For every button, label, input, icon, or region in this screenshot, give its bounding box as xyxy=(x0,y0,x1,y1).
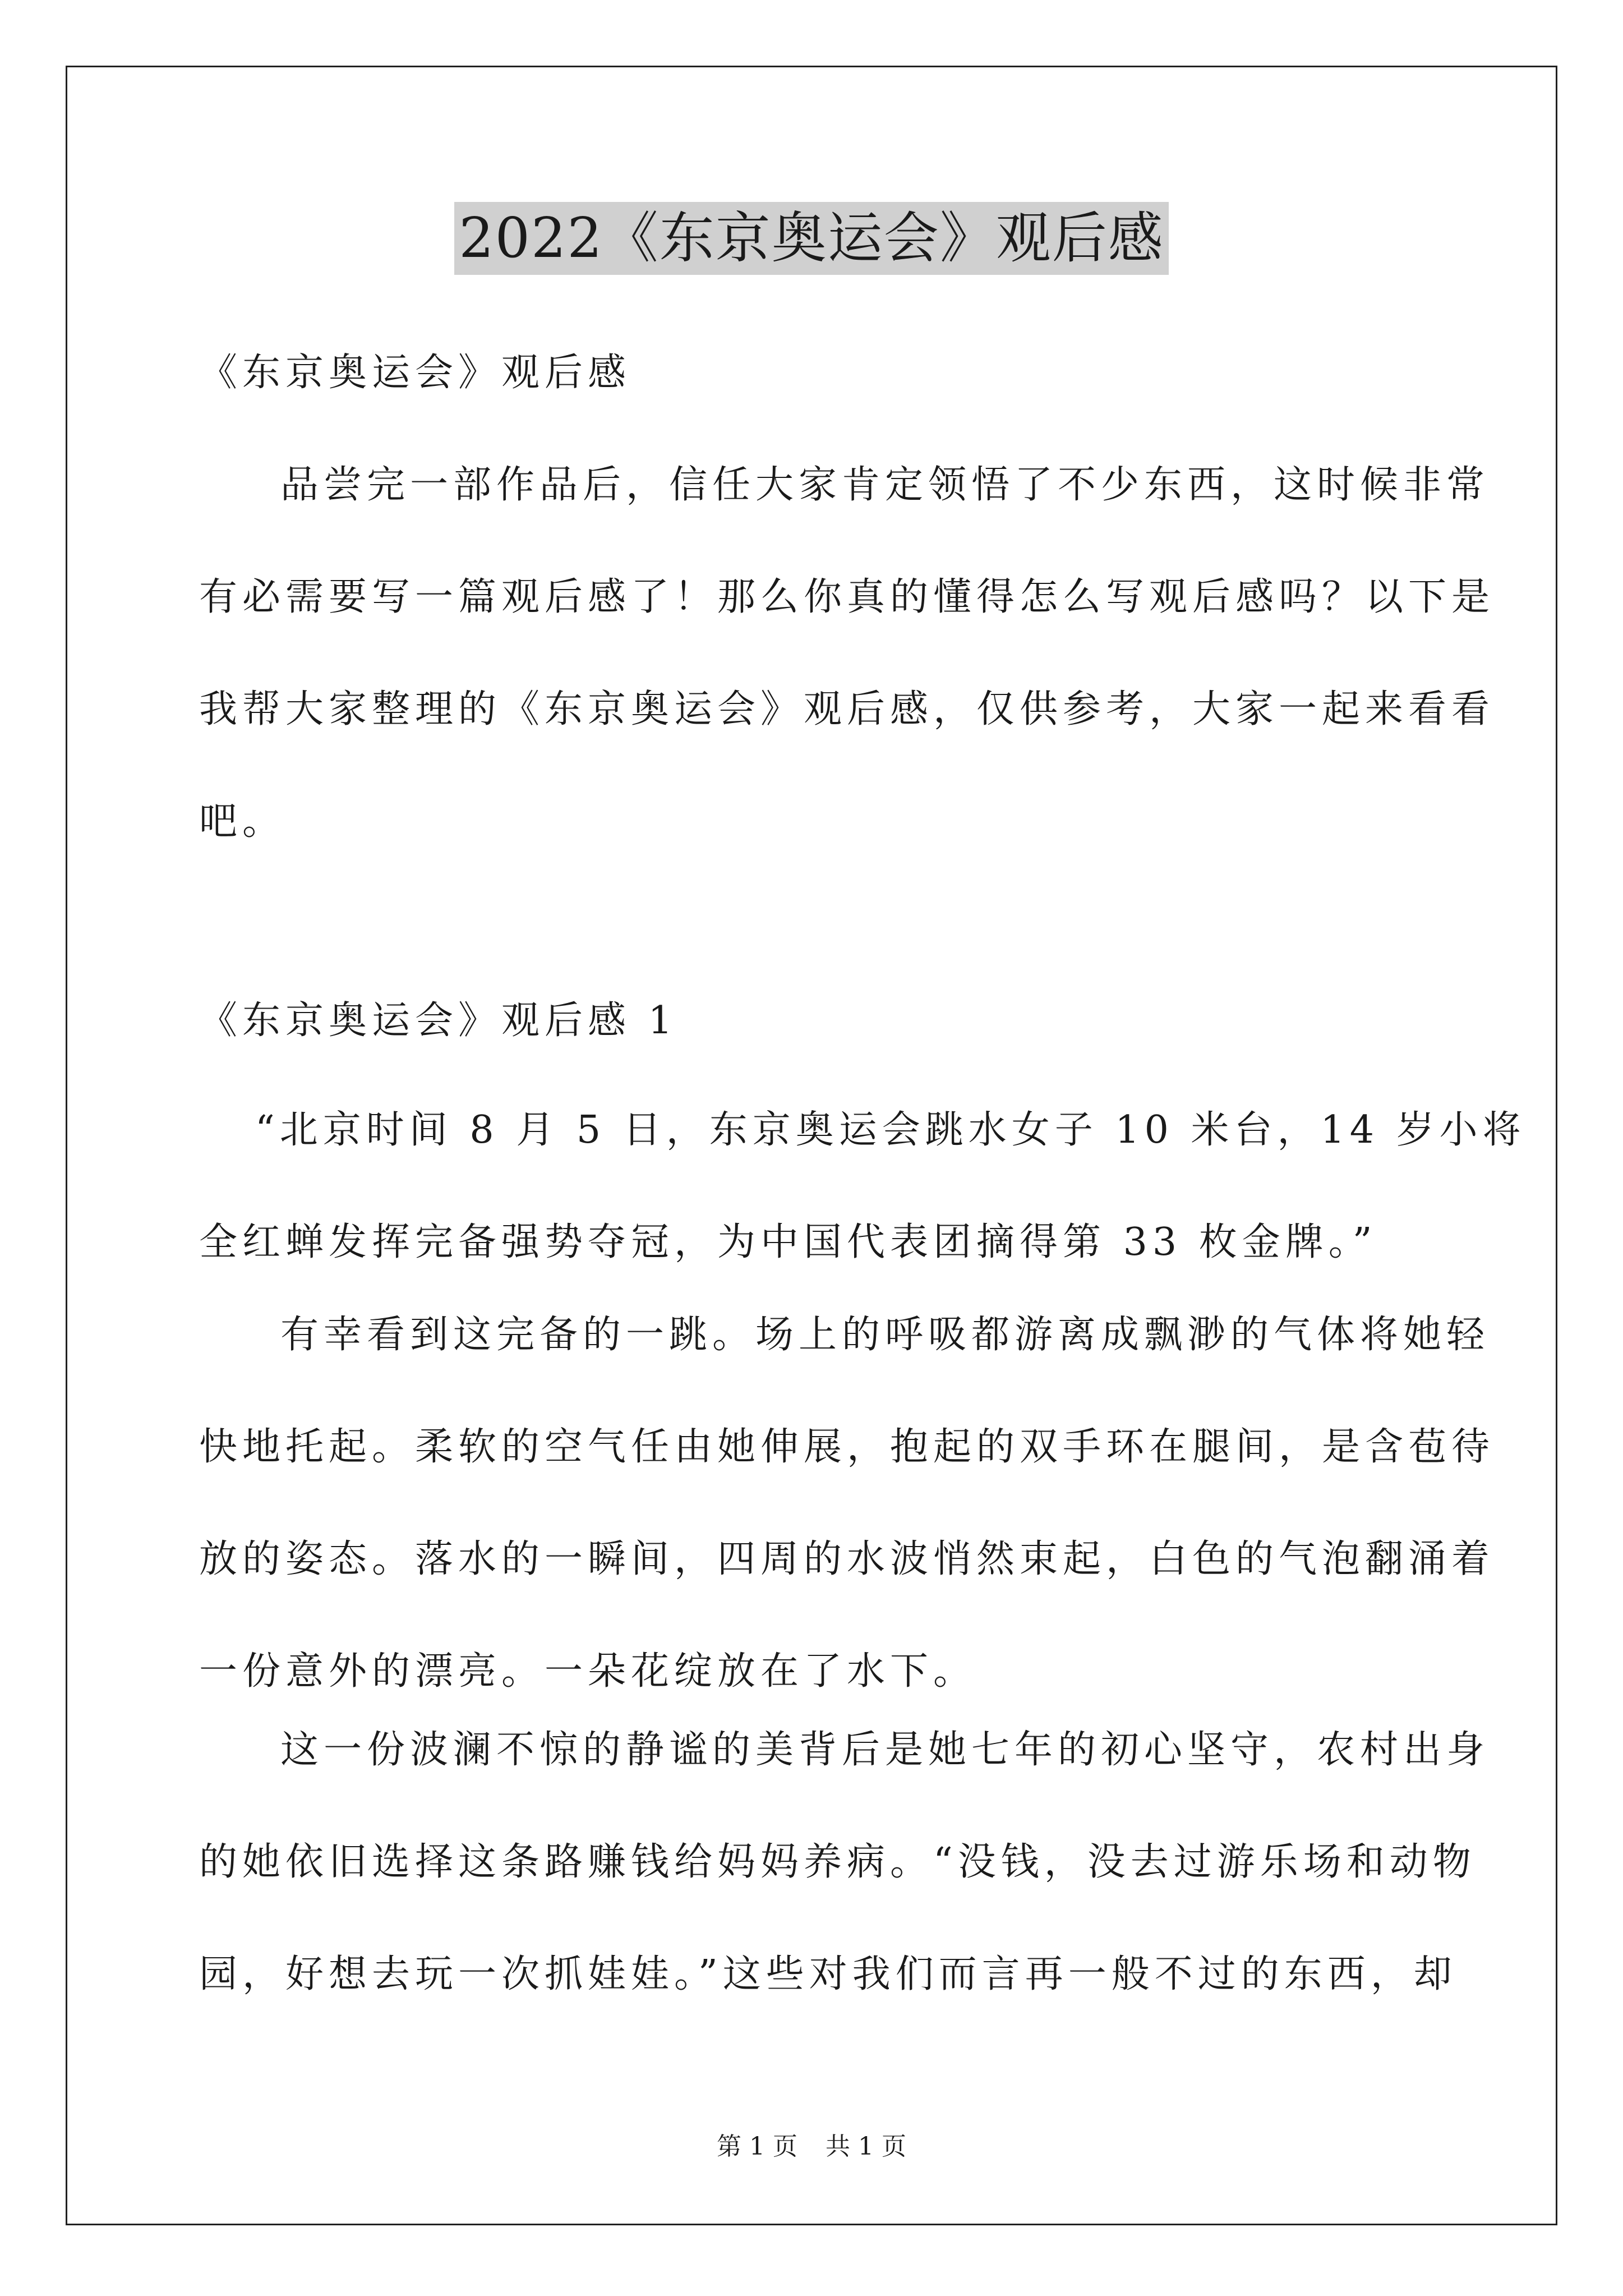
intro-line: 品尝完一部作品后，信任大家肯定领悟了不少东西，这时候非常 xyxy=(280,463,1490,507)
intro-line: 我帮大家整理的《东京奥运会》观后感，仅供参考，大家一起来看看 xyxy=(199,687,1495,731)
paragraph-line: 一份意外的漂亮。一朵花绽放在了水下。 xyxy=(199,1649,977,1694)
page-total: 共 1 页 xyxy=(826,2132,906,2161)
paragraph-line: 这一份波澜不惊的静谧的美背后是她七年的初心坚守，农村出身 xyxy=(280,1728,1490,1772)
paragraph-1 xyxy=(199,1307,1495,1700)
paragraph-2 xyxy=(199,1722,1490,2003)
quote-line: “北京时间 8 月 5 日，东京奥运会跳水女子 10 米台，14 岁小将 xyxy=(255,1108,1526,1152)
page-number: 第 1 页 xyxy=(717,2132,797,2161)
quote-paragraph xyxy=(199,1102,1526,1271)
intro-line: 吧。 xyxy=(199,799,286,844)
section-heading: 《东京奥运会》观后感 1 xyxy=(199,999,677,1043)
subtitle: 《东京奥运会》观后感 xyxy=(199,351,631,395)
document-title: 2022《东京奥运会》观后感 xyxy=(454,202,1168,275)
paragraph-line: 放的姿态。落水的一瞬间，四周的水波悄然束起，白色的气泡翻涌着 xyxy=(199,1537,1495,1581)
subtitle-block xyxy=(199,345,1427,401)
paragraph-line: 有幸看到这完备的一跳。场上的呼吸都游离成飘渺的气体将她轻 xyxy=(280,1313,1490,1357)
section-heading-block xyxy=(199,993,1427,1049)
intro-line: 有必需要写一篇观后感了！那么你真的懂得怎么写观后感吗？以下是 xyxy=(199,575,1495,619)
title-wrap xyxy=(0,202,1623,275)
paragraph-line: 的她依旧选择这条路赚钱给妈妈养病。“没钱，没去过游乐场和动物 xyxy=(199,1840,1476,1884)
quote-line: 全红蝉发挥完备强势夺冠，为中国代表团摘得第 33 枚金牌。” xyxy=(199,1220,1377,1264)
intro-paragraph xyxy=(199,457,1495,850)
paragraph-line: 快地托起。柔软的空气任由她伸展，抱起的双手环在腿间，是含苞待 xyxy=(199,1425,1495,1469)
paragraph-line: 园，好想去玩一次抓娃娃。”这些对我们而言再一般不过的东西，却 xyxy=(199,1952,1457,1996)
page-footer xyxy=(0,2130,1623,2164)
